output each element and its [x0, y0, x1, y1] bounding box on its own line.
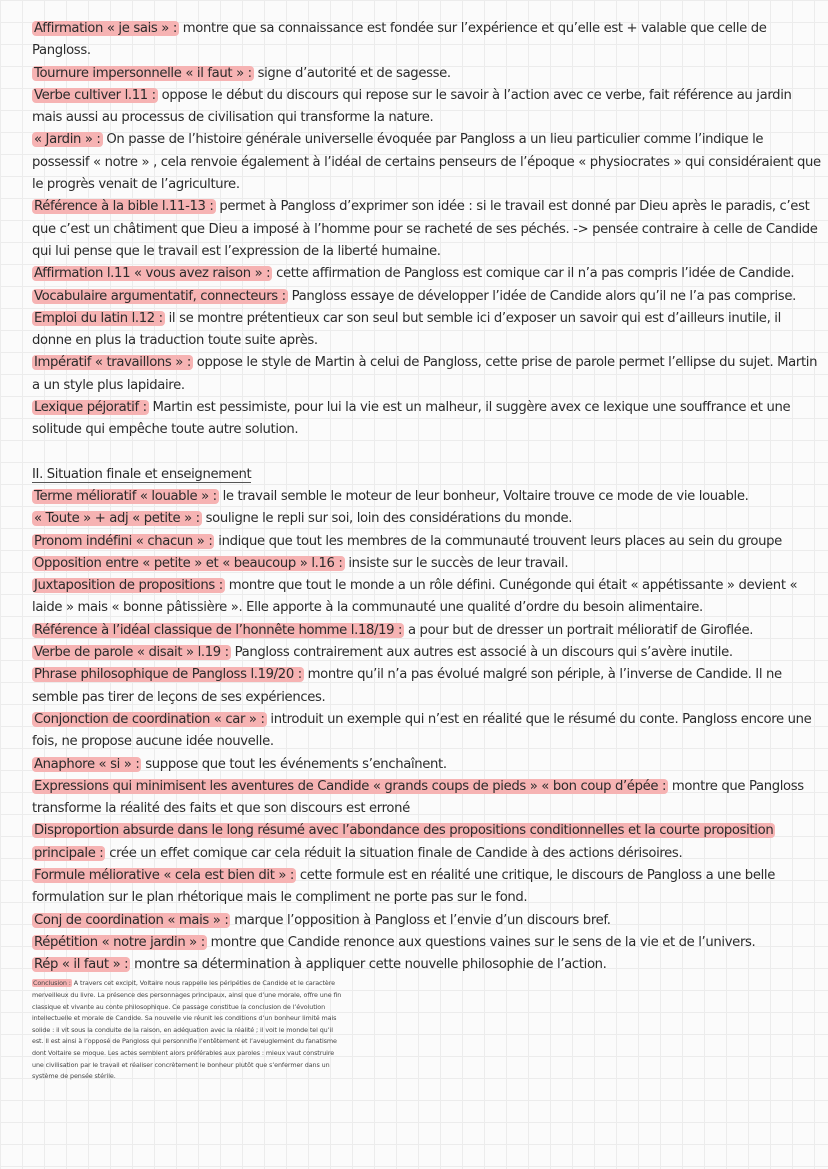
note-label: Disproportion absurde dans le long résumé avec l’abondance des propositions conditionnelles et la courte proposition principale :: [34, 823, 774, 861]
note-text: souligne le repli sur soi, loin des considérations du monde.: [201, 511, 573, 527]
note-label: Verbe cultiver l.11 :: [34, 87, 156, 103]
note-text: cette affirmation de Pangloss est comique car il n’a pas compris l’idée de Candide.: [272, 266, 795, 282]
note-text: montre que tout le monde a un rôle défini. Cunégonde qui était « appétissante » devient « laide » mais « bonne pâtissière ». Elle apporte à la communauté une qualité d’ordre du besoin alimentaire.: [32, 578, 798, 616]
note-label: Vocabulaire argumentatif, connecteurs :: [34, 288, 286, 304]
note-label: Verbe de parole « disait » l.19 :: [34, 645, 229, 661]
conclusion-label: Conclusion :: [33, 979, 71, 988]
section-title: [32, 464, 824, 486]
note-entry: [32, 664, 824, 709]
note-label: Tournure impersonnelle « il faut » :: [34, 65, 252, 81]
note-text: il se montre prétentieux car son seul but semble ici d’exposer un savoir qui est d’ailleurs inutile, il donne en plus la traduction toute suite après.: [32, 310, 781, 349]
note-label: « Jardin » :: [34, 132, 101, 148]
note-entry: [32, 486, 824, 508]
note-label: Conjonction de coordination « car » :: [34, 711, 265, 727]
note-label: Juxtaposition de propositions :: [34, 578, 223, 594]
note-text: Martin est pessimiste, pour lui la vie est un malheur, il suggère avex ce lexique une souffrance et une solitude qui empêche toute autre solution.: [32, 400, 791, 438]
note-text: permet à Pangloss d’exprimer son idée : si le travail est donné par Dieu après le paradis, c’est que c’est un châtiment que Dieu a imposé à l’homme pour se racheté de ses péchés. -> pensée contraire à celle de Candide qui lui pense que le travail est l’expression de la liberté humaine.: [32, 199, 818, 259]
note-text: oppose le style de Martin à celui de Pangloss, cette prise de parole permet l’ellipse du sujet. Martin a un style plus lapidaire.: [32, 355, 818, 393]
note-label: Formule méliorative « cela est bien dit » :: [34, 867, 295, 883]
note-text: montre qu’il n’a pas évolué malgré son périple, à l’inverse de Candide. Il ne semble pas tirer de leçons de ses expériences.: [32, 667, 782, 705]
note-label: Impératif « travaillons » :: [34, 355, 191, 371]
note-label: Pronom indéfini « chacun » :: [34, 533, 213, 549]
note-entry: [32, 308, 824, 353]
note-entry: [32, 286, 824, 308]
note-entry: [32, 642, 824, 664]
note-label: Lexique péjoratif :: [34, 400, 147, 416]
note-label: Emploi du latin l.12 :: [34, 310, 163, 326]
note-text: marque l’opposition à Pangloss et l’envie d’un discours bref.: [230, 912, 611, 928]
note-entry: [32, 18, 824, 63]
note-text: Pangloss essaye de développer l’idée de Candide alors qu’il ne l’a pas comprise.: [287, 288, 796, 304]
note-label: Phrase philosophique de Pangloss l.19/20 :: [34, 667, 302, 683]
note-text: montre sa détermination à appliquer cette nouvelle philosophie de l’action.: [130, 957, 607, 973]
note-text: indique que tout les membres de la communauté trouvent leurs places au sein du groupe: [214, 533, 782, 549]
note-label: Affirmation « je sais » :: [34, 21, 177, 36]
note-entry: [32, 85, 824, 130]
note-text: suppose que tout les événements s’enchaînent.: [141, 756, 447, 772]
note-text: cette formule est en réalité une critique, le discours de Pangloss a une belle formulation sur le plan rhétorique mais le compliment ne porte pas sur le fond.: [32, 867, 775, 906]
note-label: Référence à l’idéal classique de l’honnête homme l.18/19 :: [34, 622, 403, 638]
notes-content: [32, 18, 824, 1083]
note-entry: [32, 63, 824, 85]
note-text: signe d’autorité et de sagesse.: [253, 65, 451, 81]
note-text: a pour but de dresser un portrait mélioratif de Giroflée.: [404, 622, 754, 638]
note-text: oppose le début du discours qui repose sur le savoir à l’action avec ce verbe, fait référence au jardin mais aussi au processus de civilisation qui transforme la nature.: [32, 87, 792, 126]
note-entry: [32, 553, 824, 575]
note-text: introduit un exemple qui n’est en réalité que le résumé du conte. Pangloss encore une fois, ne propose aucune idée nouvelle.: [32, 711, 812, 750]
note-label: Conj de coordination « mais » :: [34, 912, 229, 928]
part2-list: [32, 486, 824, 977]
note-entry: [32, 820, 824, 865]
note-label: Opposition entre « petite » et « beaucoup » l.16 :: [34, 555, 343, 571]
note-entry: [32, 508, 824, 530]
note-entry: [32, 776, 824, 821]
note-label: Terme mélioratif « louable » :: [34, 488, 217, 504]
conclusion-text: A travers cet excipit, Voltaire nous rappelle les péripéties de Candide et le caractère merveilleux du livre. La présence des personnages principaux, ainsi que d’une morale, offre une fin classique et vivante au conte philosophique. Ce passage constitue la conclusion de l’évolution intellectuelle et morale de Candide. Sa nouvelle vie réunit les conditions d’un bonheur limité mais solide : il vit sous la conduite de la raison, en adéquation avec la réalité ; il voit le monde tel qu’il est. Il est ainsi à l’opposé de Pangloss qui personnifie l’entêtement et l’aveuglement du fanatisme dont Voltaire se moque. Les actes semblent alors préférables aux paroles : mieux vaut construire une civilisation par le travail et réaliser concrètement le bonheur plutôt que s’enfermer dans un système de pensée stérile.: [32, 979, 342, 1081]
note-entry: [32, 954, 824, 976]
note-entry: [32, 263, 824, 285]
note-text: montre que Candide renonce aux questions vaines sur le sens de la vie et de l’univers.: [206, 934, 756, 950]
note-label: Référence à la bible l.11-13 :: [34, 199, 214, 215]
note-entry: [32, 754, 824, 776]
note-label: Rép « il faut » :: [34, 957, 129, 973]
note-text: On passe de l’histoire générale universelle évoquée par Pangloss a un lieu particulier comme l’indique le possessif « notre » , cela renvoie également à l’idéal de certains penseurs de l’époque « physiocrates » qui considéraient que le progrès venait de l’agriculture.: [32, 132, 821, 193]
note-entry: [32, 196, 824, 263]
conclusion-paragraph: [32, 978, 342, 1082]
note-entry: [32, 575, 824, 620]
note-label: Répétition « notre jardin » :: [34, 934, 205, 950]
note-entry: [32, 620, 824, 642]
note-text: le travail semble le moteur de leur bonheur, Voltaire trouve ce mode de vie louable.: [218, 488, 749, 504]
note-entry: [32, 129, 824, 196]
note-entry: [32, 709, 824, 754]
note-entry: [32, 865, 824, 910]
note-text: insiste sur le succès de leur travail.: [344, 555, 569, 571]
note-entry: [32, 932, 824, 954]
note-label: Expressions qui minimisent les aventures de Candide « grands coups de pieds » « bon coup d’épée :: [34, 778, 667, 794]
note-text: montre que Pangloss transforme la réalité des faits et que son discours est erroné: [32, 778, 804, 817]
note-text: Pangloss contrairement aux autres est associé à un discours qui s’avère inutile.: [230, 645, 733, 661]
part1-list: [32, 18, 824, 442]
note-entry: [32, 352, 824, 397]
section-title-text: II. Situation finale et enseignement: [32, 466, 252, 482]
note-entry: [32, 531, 824, 553]
note-label: « Toute » + adj « petite » :: [34, 511, 200, 527]
note-label: Affirmation l.11 « vous avez raison » :: [34, 266, 271, 282]
note-entry: [32, 910, 824, 932]
note-text: crée un effet comique car cela réduit la situation finale de Candide à des actions dérisoires.: [105, 845, 683, 861]
note-text: montre que sa connaissance est fondée sur l’expérience et qu’elle est + valable que celle de Pangloss.: [32, 21, 767, 59]
note-label: Anaphore « si » :: [34, 756, 140, 772]
note-entry: [32, 397, 824, 442]
